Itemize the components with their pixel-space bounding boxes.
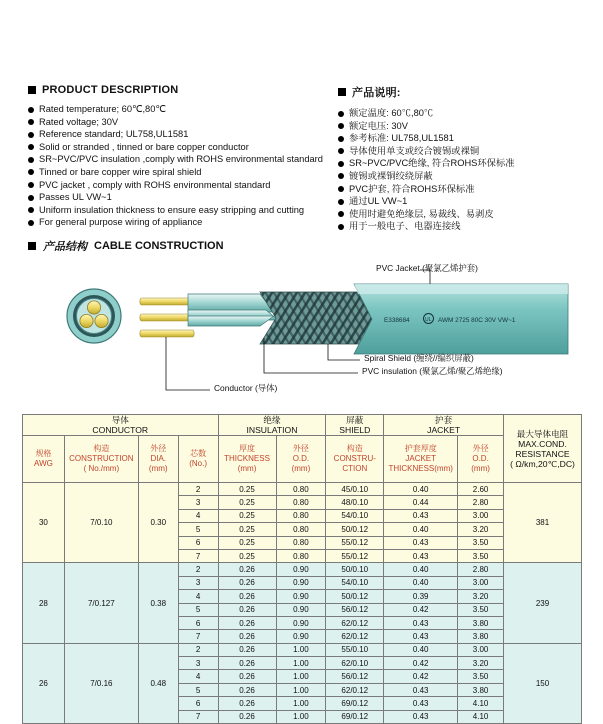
list-item bbox=[28, 141, 338, 154]
resistance-line3: RESISTANCE bbox=[515, 448, 570, 459]
group-jacket bbox=[384, 415, 504, 436]
jacket-print-legend: E338684 bbox=[384, 317, 410, 324]
cell-ins-od: 1.00 bbox=[276, 683, 326, 696]
list-item-text: 额定电压: 30V bbox=[349, 120, 408, 131]
cell-jacket-od: 3.50 bbox=[458, 549, 504, 562]
group-shield-en: SHIELD bbox=[339, 425, 371, 435]
construction-heading-cn: 产品结构 bbox=[43, 241, 87, 253]
bullet-dot-icon bbox=[338, 199, 344, 205]
cell-shield: 54/0.10 bbox=[326, 576, 384, 589]
cell-cores: 7 bbox=[178, 710, 218, 723]
cell-ins-od: 1.00 bbox=[276, 643, 326, 656]
cell-cores: 6 bbox=[178, 697, 218, 710]
bullet-dot-icon bbox=[338, 136, 344, 142]
cell-awg: 28 bbox=[23, 563, 65, 643]
cell-jacket-od: 3.20 bbox=[458, 590, 504, 603]
cell-jacket-od: 3.20 bbox=[458, 657, 504, 670]
cell-shield: 56/0.12 bbox=[326, 603, 384, 616]
cell-shield: 50/0.10 bbox=[326, 563, 384, 576]
square-bullet-icon bbox=[338, 88, 346, 96]
cell-jacket-thickness: 0.40 bbox=[384, 563, 458, 576]
cell-ins-od: 0.80 bbox=[276, 549, 326, 562]
cell-cores: 7 bbox=[178, 630, 218, 643]
cell-construction: 7/0.127 bbox=[64, 563, 138, 643]
list-item bbox=[28, 179, 338, 192]
cell-jacket-od: 4.10 bbox=[458, 697, 504, 710]
cell-cores: 2 bbox=[178, 563, 218, 576]
cell-shield: 54/0.10 bbox=[326, 509, 384, 522]
cell-jacket-thickness: 0.40 bbox=[384, 483, 458, 496]
list-item-text: 导体使用单支或绞合镀锡或裸铜 bbox=[349, 145, 480, 156]
resistance-line2: MAX.COND. bbox=[518, 438, 567, 449]
specification-table bbox=[22, 414, 582, 724]
cell-jacket-thickness: 0.43 bbox=[384, 509, 458, 522]
cell-cores: 2 bbox=[178, 483, 218, 496]
group-conductor bbox=[23, 415, 219, 436]
cell-shield: 48/0.10 bbox=[326, 496, 384, 509]
list-item-text: 使用时避免绝缘层, 易裁线、易剥皮 bbox=[349, 208, 494, 219]
list-item-text: PVC jacket , comply with ROHS environmental standard bbox=[39, 179, 271, 190]
cell-ins-thickness: 0.26 bbox=[218, 576, 276, 589]
table-row bbox=[23, 483, 582, 496]
conductor-strands bbox=[140, 298, 194, 337]
cell-shield: 69/0.12 bbox=[326, 697, 384, 710]
bullet-dot-icon bbox=[338, 111, 344, 117]
list-item bbox=[28, 166, 338, 179]
cell-jacket-od: 4.10 bbox=[458, 710, 504, 723]
description-heading-en bbox=[28, 84, 338, 96]
cell-resistance: 381 bbox=[504, 483, 582, 563]
list-item-text: Solid or stranded , tinned or bare copper conductor bbox=[39, 141, 249, 152]
square-bullet-icon bbox=[28, 242, 36, 250]
cell-shield: 62/0.10 bbox=[326, 657, 384, 670]
list-item-text: PVC护套, 符合ROHS环保标准 bbox=[349, 183, 475, 194]
cell-ins-od: 1.00 bbox=[276, 710, 326, 723]
cell-shield: 50/0.12 bbox=[326, 590, 384, 603]
cable-construction-diagram bbox=[28, 258, 576, 408]
list-item-text: 镀锡或裸铜绞绕屏蔽 bbox=[349, 170, 433, 181]
col-construction: 构造 CONSTRUCTION ( No./mm) bbox=[64, 436, 138, 483]
cell-cores: 4 bbox=[178, 670, 218, 683]
cell-ins-thickness: 0.26 bbox=[218, 563, 276, 576]
jacket-print-rating: AWM 2725 80C 30V VW~1 bbox=[438, 317, 516, 324]
col-shield-construction: 构造 CONSTRU- CTION bbox=[326, 436, 384, 483]
cell-ins-thickness: 0.26 bbox=[218, 590, 276, 603]
list-item bbox=[28, 204, 338, 217]
cell-shield: 56/0.12 bbox=[326, 670, 384, 683]
list-item-text: Uniform insulation thickness to ensure easy stripping and cutting bbox=[39, 204, 305, 215]
square-bullet-icon bbox=[28, 86, 36, 94]
cell-jacket-thickness: 0.40 bbox=[384, 523, 458, 536]
bullet-dot-icon bbox=[338, 173, 344, 179]
group-jacket-cn: 护套 bbox=[435, 415, 453, 425]
cell-ins-thickness: 0.26 bbox=[218, 630, 276, 643]
list-item bbox=[338, 195, 576, 208]
cell-ins-od: 0.80 bbox=[276, 483, 326, 496]
list-item bbox=[338, 132, 576, 145]
cell-dia: 0.38 bbox=[138, 563, 178, 643]
list-item-text: Tinned or bare copper wire spiral shield bbox=[39, 166, 202, 177]
bullet-dot-icon bbox=[338, 186, 344, 192]
group-resistance bbox=[504, 415, 582, 483]
cell-jacket-od: 3.50 bbox=[458, 670, 504, 683]
group-conductor-cn: 导体 bbox=[111, 415, 129, 425]
cell-ins-thickness: 0.25 bbox=[218, 496, 276, 509]
description-en-list bbox=[28, 103, 338, 229]
list-item-text: Rated temperature; 60℃,80℃ bbox=[39, 104, 166, 114]
col-jacket-thickness: 护套厚度 JACKET THICKNESS(mm) bbox=[384, 436, 458, 483]
cell-jacket-od: 3.20 bbox=[458, 523, 504, 536]
description-heading-en-text: PRODUCT DESCRIPTION bbox=[42, 84, 179, 96]
cable-cutaway-svg bbox=[28, 258, 576, 408]
cell-shield: 45/0.10 bbox=[326, 483, 384, 496]
bullet-dot-icon bbox=[28, 157, 34, 163]
cell-ins-thickness: 0.26 bbox=[218, 710, 276, 723]
bullet-dot-icon bbox=[28, 207, 34, 213]
col-insulation-od: 外径 O.D. (mm) bbox=[276, 436, 326, 483]
construction-heading-en: CABLE CONSTRUCTION bbox=[94, 240, 224, 252]
cell-cores: 2 bbox=[178, 643, 218, 656]
list-item-text: 通过UL VW~1 bbox=[349, 196, 408, 207]
group-jacket-en: JACKET bbox=[427, 425, 461, 435]
bullet-dot-icon bbox=[28, 132, 34, 138]
cell-jacket-od: 3.50 bbox=[458, 536, 504, 549]
cell-ins-thickness: 0.25 bbox=[218, 536, 276, 549]
cell-ins-od: 0.90 bbox=[276, 603, 326, 616]
group-shield bbox=[326, 415, 384, 436]
cell-resistance: 150 bbox=[504, 643, 582, 723]
cell-shield: 55/0.12 bbox=[326, 536, 384, 549]
cell-ins-thickness: 0.26 bbox=[218, 643, 276, 656]
cell-ins-thickness: 0.26 bbox=[218, 616, 276, 629]
cell-cores: 6 bbox=[178, 616, 218, 629]
bullet-dot-icon bbox=[28, 107, 34, 113]
cell-jacket-od: 3.80 bbox=[458, 683, 504, 696]
description-heading-cn-text: 产品说明: bbox=[352, 87, 401, 99]
col-jacket-od: 外径 O.D. (mm) bbox=[458, 436, 504, 483]
list-item-text: Reference standard; UL758,UL1581 bbox=[39, 129, 189, 140]
cell-dia: 0.30 bbox=[138, 483, 178, 563]
bullet-dot-icon bbox=[28, 182, 34, 188]
cell-cores: 3 bbox=[178, 496, 218, 509]
bullet-dot-icon bbox=[28, 195, 34, 201]
cell-shield: 50/0.12 bbox=[326, 523, 384, 536]
cell-shield: 62/0.12 bbox=[326, 630, 384, 643]
cell-shield: 62/0.12 bbox=[326, 683, 384, 696]
list-item-text: For general purpose wiring of appliance bbox=[39, 217, 203, 228]
cell-ins-od: 0.80 bbox=[276, 536, 326, 549]
resistance-line1: 最大导体电阻 bbox=[516, 428, 569, 439]
cell-dia: 0.48 bbox=[138, 643, 178, 723]
cell-jacket-thickness: 0.42 bbox=[384, 657, 458, 670]
cell-jacket-od: 2.60 bbox=[458, 483, 504, 496]
label-spiral-shield: Spiral Shield (缠绕//编织屏蔽) bbox=[364, 353, 474, 363]
cell-shield: 62/0.12 bbox=[326, 616, 384, 629]
label-conductor: Conductor (导体) bbox=[214, 383, 278, 393]
cell-ins-thickness: 0.25 bbox=[218, 483, 276, 496]
list-item-text: 用于一般电子、电器连接线 bbox=[349, 221, 461, 232]
cell-jacket-thickness: 0.43 bbox=[384, 616, 458, 629]
cable-cross-section bbox=[67, 289, 121, 343]
table-row bbox=[23, 563, 582, 576]
cell-jacket-thickness: 0.42 bbox=[384, 670, 458, 683]
cell-jacket-thickness: 0.43 bbox=[384, 710, 458, 723]
list-item bbox=[28, 103, 338, 116]
cell-ins-thickness: 0.26 bbox=[218, 670, 276, 683]
cell-jacket-od: 3.00 bbox=[458, 643, 504, 656]
list-item bbox=[338, 145, 576, 158]
cell-ins-od: 0.90 bbox=[276, 616, 326, 629]
table-sub-header-row bbox=[23, 436, 582, 483]
list-item bbox=[28, 191, 338, 204]
cell-jacket-thickness: 0.43 bbox=[384, 549, 458, 562]
label-pvc-jacket: PVC Jacket (聚氯乙烯护套) bbox=[376, 263, 478, 273]
resistance-line4: ( Ω/km,20℃,DC) bbox=[510, 458, 575, 469]
list-item-text: Rated voltage; 30V bbox=[39, 116, 119, 127]
cell-ins-thickness: 0.26 bbox=[218, 697, 276, 710]
construction-heading bbox=[28, 238, 224, 254]
cell-jacket-od: 3.80 bbox=[458, 630, 504, 643]
cell-shield: 55/0.10 bbox=[326, 643, 384, 656]
list-item bbox=[338, 170, 576, 183]
list-item bbox=[338, 208, 576, 221]
cell-jacket-od: 3.50 bbox=[458, 603, 504, 616]
cell-cores: 5 bbox=[178, 523, 218, 536]
table-group-header-row bbox=[23, 415, 582, 436]
cell-jacket-od: 3.00 bbox=[458, 576, 504, 589]
cell-jacket-od: 2.80 bbox=[458, 563, 504, 576]
col-awg: 规格 AWG bbox=[23, 436, 65, 483]
cell-cores: 3 bbox=[178, 576, 218, 589]
description-english-column bbox=[28, 84, 338, 233]
bullet-dot-icon bbox=[338, 224, 344, 230]
cell-shield: 69/0.12 bbox=[326, 710, 384, 723]
list-item bbox=[28, 128, 338, 141]
cell-jacket-thickness: 0.43 bbox=[384, 536, 458, 549]
list-item-text: Passes UL VW~1 bbox=[39, 192, 112, 203]
cell-construction: 7/0.16 bbox=[64, 643, 138, 723]
table-row bbox=[23, 643, 582, 656]
bullet-dot-icon bbox=[28, 220, 34, 226]
cell-ins-thickness: 0.25 bbox=[218, 523, 276, 536]
cell-jacket-thickness: 0.44 bbox=[384, 496, 458, 509]
cell-ins-thickness: 0.26 bbox=[218, 603, 276, 616]
cell-jacket-thickness: 0.43 bbox=[384, 683, 458, 696]
description-chinese-column bbox=[338, 84, 576, 233]
cell-cores: 4 bbox=[178, 590, 218, 603]
cell-jacket-thickness: 0.43 bbox=[384, 697, 458, 710]
cell-ins-od: 0.90 bbox=[276, 590, 326, 603]
bullet-dot-icon bbox=[28, 169, 34, 175]
list-item bbox=[338, 107, 576, 120]
cell-jacket-thickness: 0.39 bbox=[384, 590, 458, 603]
cell-jacket-thickness: 0.40 bbox=[384, 576, 458, 589]
description-heading-cn bbox=[338, 84, 576, 100]
cell-ins-thickness: 0.25 bbox=[218, 509, 276, 522]
cell-jacket-thickness: 0.43 bbox=[384, 630, 458, 643]
cell-ins-od: 0.80 bbox=[276, 509, 326, 522]
cell-ins-od: 0.80 bbox=[276, 496, 326, 509]
cell-shield: 55/0.12 bbox=[326, 549, 384, 562]
cell-cores: 7 bbox=[178, 549, 218, 562]
bullet-dot-icon bbox=[338, 211, 344, 217]
cell-jacket-od: 3.00 bbox=[458, 509, 504, 522]
cell-awg: 30 bbox=[23, 483, 65, 563]
bullet-dot-icon bbox=[28, 144, 34, 150]
cell-cores: 4 bbox=[178, 509, 218, 522]
cell-jacket-od: 3.80 bbox=[458, 616, 504, 629]
cell-cores: 5 bbox=[178, 603, 218, 616]
bullet-dot-icon bbox=[338, 148, 344, 154]
col-insulation-thickness: 厚度 THICKNESS (mm) bbox=[218, 436, 276, 483]
cell-jacket-thickness: 0.42 bbox=[384, 603, 458, 616]
list-item-text: SR~PVC/PVC insulation ,comply with ROHS environmental standard bbox=[39, 154, 323, 165]
group-conductor-en: CONDUCTOR bbox=[92, 425, 149, 435]
cell-awg: 26 bbox=[23, 643, 65, 723]
list-item-text: SR~PVC/PVC绝缘, 符合ROHS环保标准 bbox=[349, 158, 515, 169]
list-item bbox=[338, 220, 576, 233]
cell-resistance: 239 bbox=[504, 563, 582, 643]
cell-ins-od: 1.00 bbox=[276, 697, 326, 710]
cell-ins-thickness: 0.25 bbox=[218, 549, 276, 562]
cell-ins-od: 0.90 bbox=[276, 576, 326, 589]
cell-ins-od: 1.00 bbox=[276, 670, 326, 683]
cell-jacket-thickness: 0.40 bbox=[384, 643, 458, 656]
bullet-dot-icon bbox=[338, 161, 344, 167]
cell-cores: 6 bbox=[178, 536, 218, 549]
cell-ins-od: 0.90 bbox=[276, 630, 326, 643]
list-item bbox=[338, 183, 576, 196]
list-item bbox=[338, 120, 576, 133]
description-cn-list bbox=[338, 107, 576, 233]
product-description-section bbox=[28, 84, 576, 233]
cell-jacket-od: 2.80 bbox=[458, 496, 504, 509]
cell-cores: 5 bbox=[178, 683, 218, 696]
list-item bbox=[28, 116, 338, 129]
bullet-dot-icon bbox=[28, 119, 34, 125]
cell-ins-od: 1.00 bbox=[276, 657, 326, 670]
cell-construction: 7/0.10 bbox=[64, 483, 138, 563]
group-insulation bbox=[218, 415, 326, 436]
cell-ins-thickness: 0.26 bbox=[218, 683, 276, 696]
cell-ins-od: 0.90 bbox=[276, 563, 326, 576]
list-item bbox=[28, 153, 338, 166]
group-insulation-cn: 绝缘 bbox=[263, 415, 281, 425]
list-item bbox=[338, 157, 576, 170]
cell-ins-od: 0.80 bbox=[276, 523, 326, 536]
cell-ins-thickness: 0.26 bbox=[218, 657, 276, 670]
bullet-dot-icon bbox=[338, 123, 344, 129]
list-item-text: 参考标准: UL758,UL1581 bbox=[349, 133, 454, 144]
list-item-text: 额定温度: 60℃,80℃ bbox=[349, 108, 434, 118]
cell-cores: 3 bbox=[178, 657, 218, 670]
svg-text:UL: UL bbox=[425, 317, 432, 323]
group-shield-cn: 屏蔽 bbox=[346, 415, 364, 425]
col-cores: 芯数 (No.) bbox=[178, 436, 218, 483]
group-insulation-en: INSULATION bbox=[246, 425, 298, 435]
list-item bbox=[28, 216, 338, 229]
col-conductor-dia: 外径 DIA. (mm) bbox=[138, 436, 178, 483]
label-pvc-insulation: PVC insulation (聚氯乙烯/聚乙烯绝缘) bbox=[362, 366, 503, 376]
